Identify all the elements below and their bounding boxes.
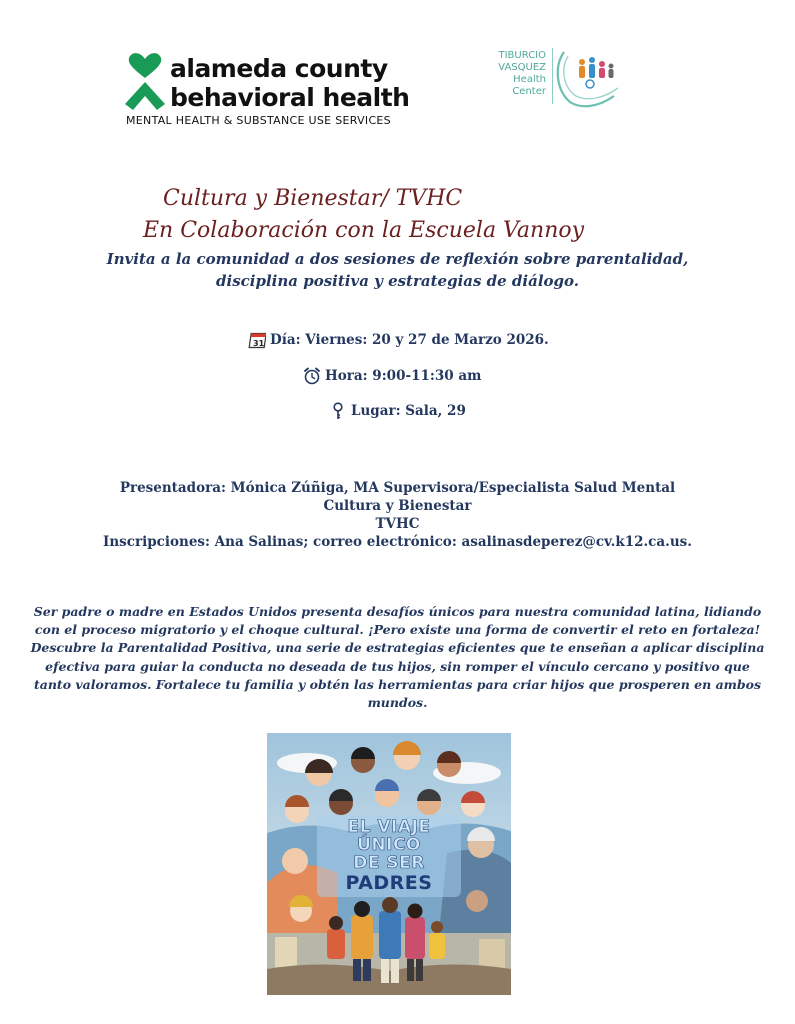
description-line: mundos. bbox=[367, 695, 428, 711]
logo-subtitle: MENTAL HEALTH & SUBSTANCE USE SERVICES bbox=[126, 114, 391, 127]
registration-line: Inscripciones: Ana Salinas; correo electrónico: asalinasdeperez@cv.k12.ca.us. bbox=[103, 534, 692, 550]
description-line: con el proceso migratorio y el choque cultural. ¡Pero existe una forma de convertir el reto en fortaleza! bbox=[34, 622, 761, 638]
event-location bbox=[329, 402, 466, 420]
invitation-line-2: disciplina positiva y estrategias de diálogo. bbox=[216, 272, 579, 290]
cover-title-line-3: DE SER bbox=[353, 853, 425, 873]
calendar-icon bbox=[248, 331, 266, 349]
book-cover-image bbox=[267, 733, 511, 995]
logo-line-behavioral-health: behavioral health bbox=[170, 83, 410, 112]
description-line: Descubre la Parentalidad Positiva, una serie de estrategias eficientes que te enseñan a aplicar disciplina bbox=[30, 640, 765, 656]
cover-title-line-2: ÚNICO bbox=[357, 835, 421, 855]
description-paragraph bbox=[22, 603, 773, 712]
calendar-day-number: 31 bbox=[253, 339, 265, 348]
event-location-text: Lugar: Sala, 29 bbox=[351, 403, 466, 419]
presenter-organization: TVHC bbox=[375, 516, 420, 532]
page-title: Cultura y Bienestar/ TVHC bbox=[163, 186, 463, 211]
page-subtitle: En Colaboración con la Escuela Vannoy bbox=[143, 218, 585, 243]
logo-divider bbox=[552, 48, 553, 104]
tvhc-logo-text: TIBURCIO VASQUEZ Health Center bbox=[498, 50, 546, 97]
event-date-text: Día: Viernes: 20 y 27 de Marzo 2026. bbox=[270, 332, 549, 348]
heart-chevron-icon bbox=[122, 52, 168, 114]
description-line: Ser padre o madre en Estados Unidos presenta desafíos únicos para nuestra comunidad latina, lidiando bbox=[33, 604, 762, 619]
invitation-line-1: Invita a la comunidad a dos sesiones de reflexión sobre parentalidad, bbox=[106, 250, 689, 268]
presenter-department: Cultura y Bienestar bbox=[323, 498, 472, 514]
event-time bbox=[303, 367, 481, 385]
presenter-line: Presentadora: Mónica Zúñiga, MA Supervisora/Especialista Salud Mental bbox=[119, 480, 676, 496]
description-line: tanto valoramos. Fortalece tu familia y obtén las herramientas para criar hijos que prosperen en ambos bbox=[33, 676, 762, 692]
cover-title-line-4: PADRES bbox=[345, 872, 433, 894]
description-line: efectiva para guiar la conducta no deseada de tus hijos, sin romper el vínculo cercano y positivo que bbox=[45, 658, 750, 674]
event-date bbox=[248, 331, 549, 349]
alameda-county-logo bbox=[122, 52, 410, 132]
logo-line-alameda-county: alameda county bbox=[170, 54, 388, 83]
family-swirl-icon bbox=[556, 46, 626, 108]
cover-title-line-1: EL VIAJE bbox=[347, 817, 431, 837]
alarm-clock-icon bbox=[303, 367, 321, 385]
location-key-icon bbox=[329, 402, 347, 420]
tiburcio-vasquez-logo bbox=[478, 46, 628, 110]
event-time-text: Hora: 9:00-11:30 am bbox=[325, 368, 482, 384]
